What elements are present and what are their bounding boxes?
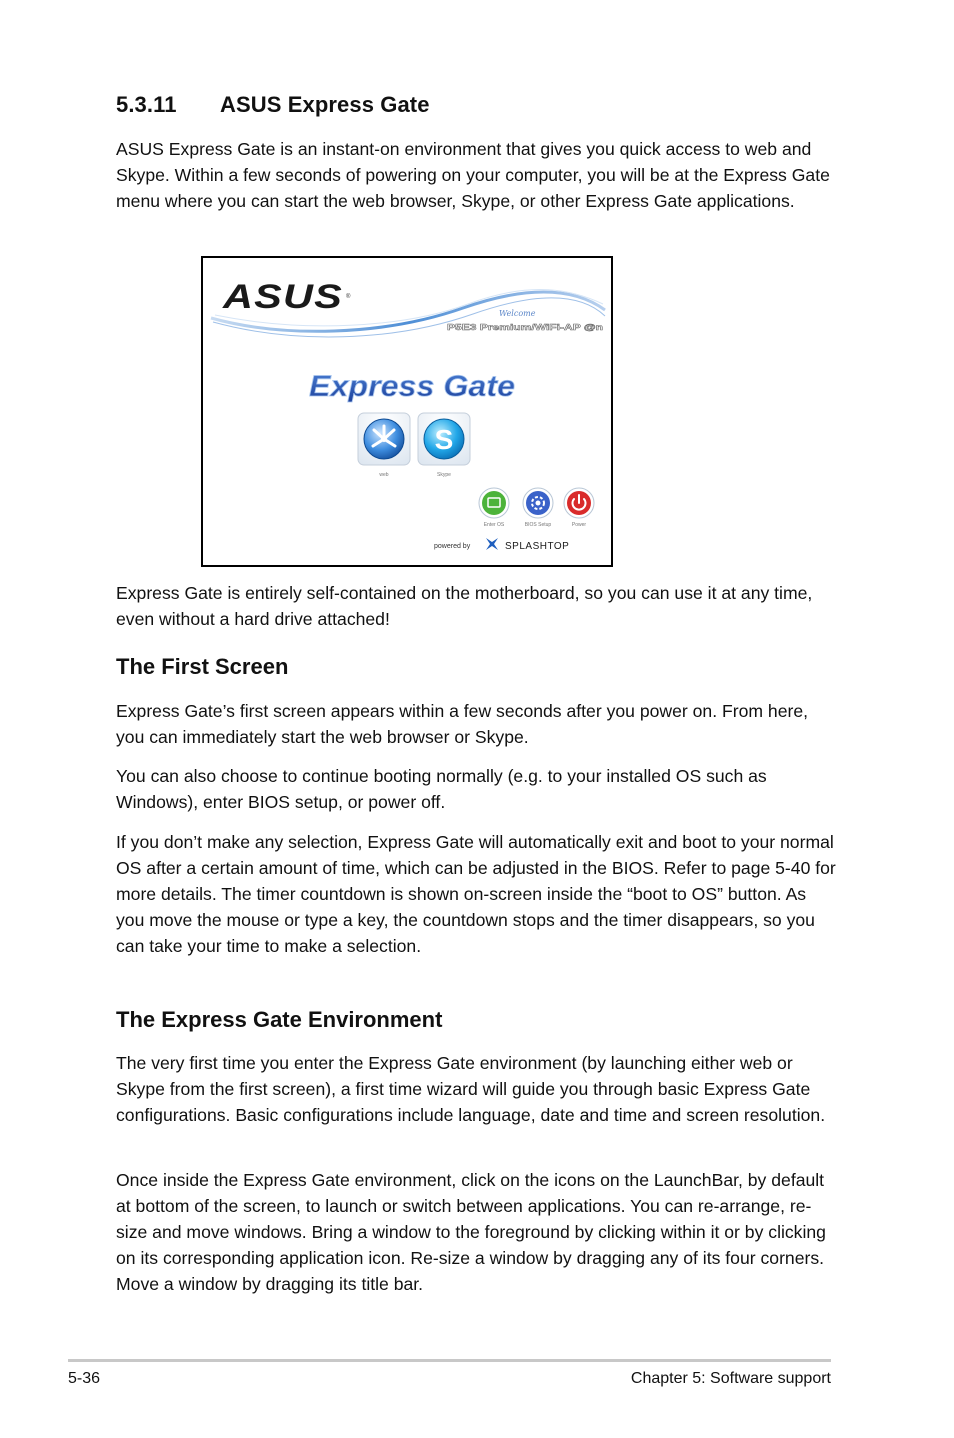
section-title: ASUS Express Gate xyxy=(220,92,430,117)
environment-paragraph-1: The very first time you enter the Express Gate environment (by launching either web or Skype from the first screen), a first time wizard will guide you through basic Express Gate configurations. Basic configurations include language, date and time and screen resolution. xyxy=(116,1053,826,1125)
asus-logo-text: ASUS xyxy=(221,278,343,316)
first-screen-paragraph-3: If you don’t make any selection, Express Gate will automatically exit and boot to your normal OS after a certain amount of time, which can be adjusted in the BIOS. Refer to page 5-40 for more details. The timer countdown is shown on-screen inside the “boot to OS” button. As you move the mouse or type a key, the countdown stops and the timer disappears, so you can take your time to make a selection. xyxy=(116,832,836,956)
after-figure-paragraph: Express Gate is entirely self-contained on the motherboard, so you can use it at any time, even without a hard drive attached! xyxy=(116,583,813,629)
splashtop-text: SPLASHTOP xyxy=(505,541,570,552)
environment-heading: The Express Gate Environment xyxy=(116,1007,443,1032)
skype-app-button[interactable] xyxy=(418,413,470,478)
first-screen-paragraph-2: You can also choose to continue booting normally (e.g. to your installed OS such as Windows), enter BIOS setup, or power off. xyxy=(116,766,767,812)
page-number: 5-36 xyxy=(68,1370,101,1387)
welcome-text: Welcome xyxy=(499,309,536,318)
footer-divider xyxy=(68,1359,831,1362)
power-label: Power xyxy=(571,522,587,528)
web-browser-icon xyxy=(364,419,404,459)
web-app-label: web xyxy=(379,472,389,478)
express-gate-screenshot xyxy=(201,256,613,567)
power-button[interactable] xyxy=(564,488,594,528)
enter-os-button[interactable] xyxy=(479,488,509,528)
svg-text:®: ® xyxy=(346,294,351,300)
intro-paragraph: ASUS Express Gate is an instant-on environment that gives you quick access to web and Skype. Within a few seconds of powering on your computer, you will be at the Express Gate menu where you can start the web browser, Skype, or other Express Gate applications. xyxy=(116,139,830,211)
model-text: P5E3 Premium/WiFi-AP @n xyxy=(447,322,603,332)
section-heading xyxy=(116,92,430,118)
skype-app-label: Skype xyxy=(437,472,451,478)
enter-os-label: Enter OS xyxy=(483,522,505,528)
web-app-button[interactable] xyxy=(358,413,410,478)
environment-paragraph-2: Once inside the Express Gate environment, click on the icons on the LaunchBar, by default at bottom of the screen, to launch or switch between applications. You can re-arrange, re-size and move windows. Bring a window to the foreground by clicking within it or by clicking on its corresponding application icon. Re-size a window by dragging any of its four corners. Move a window by dragging its title bar. xyxy=(116,1170,826,1294)
boot-os-icon xyxy=(482,491,506,515)
chapter-label: Chapter 5: Software support xyxy=(630,1370,831,1387)
splashtop-logo-icon xyxy=(486,538,498,550)
svg-text:S: S xyxy=(434,424,454,455)
express-gate-title: Express Gate xyxy=(309,370,515,403)
skype-icon xyxy=(424,419,464,459)
first-screen-heading: The First Screen xyxy=(116,654,289,679)
asus-logo xyxy=(222,278,351,316)
bios-setup-button[interactable] xyxy=(523,488,553,528)
powered-by-text: powered by xyxy=(434,543,471,550)
section-number: 5.3.11 xyxy=(116,92,177,117)
bios-setup-label: BIOS Setup xyxy=(524,522,552,528)
first-screen-paragraph-1: Express Gate’s first screen appears within a few seconds after you power on. From here, you can immediately start the web browser or Skype. xyxy=(116,701,809,747)
